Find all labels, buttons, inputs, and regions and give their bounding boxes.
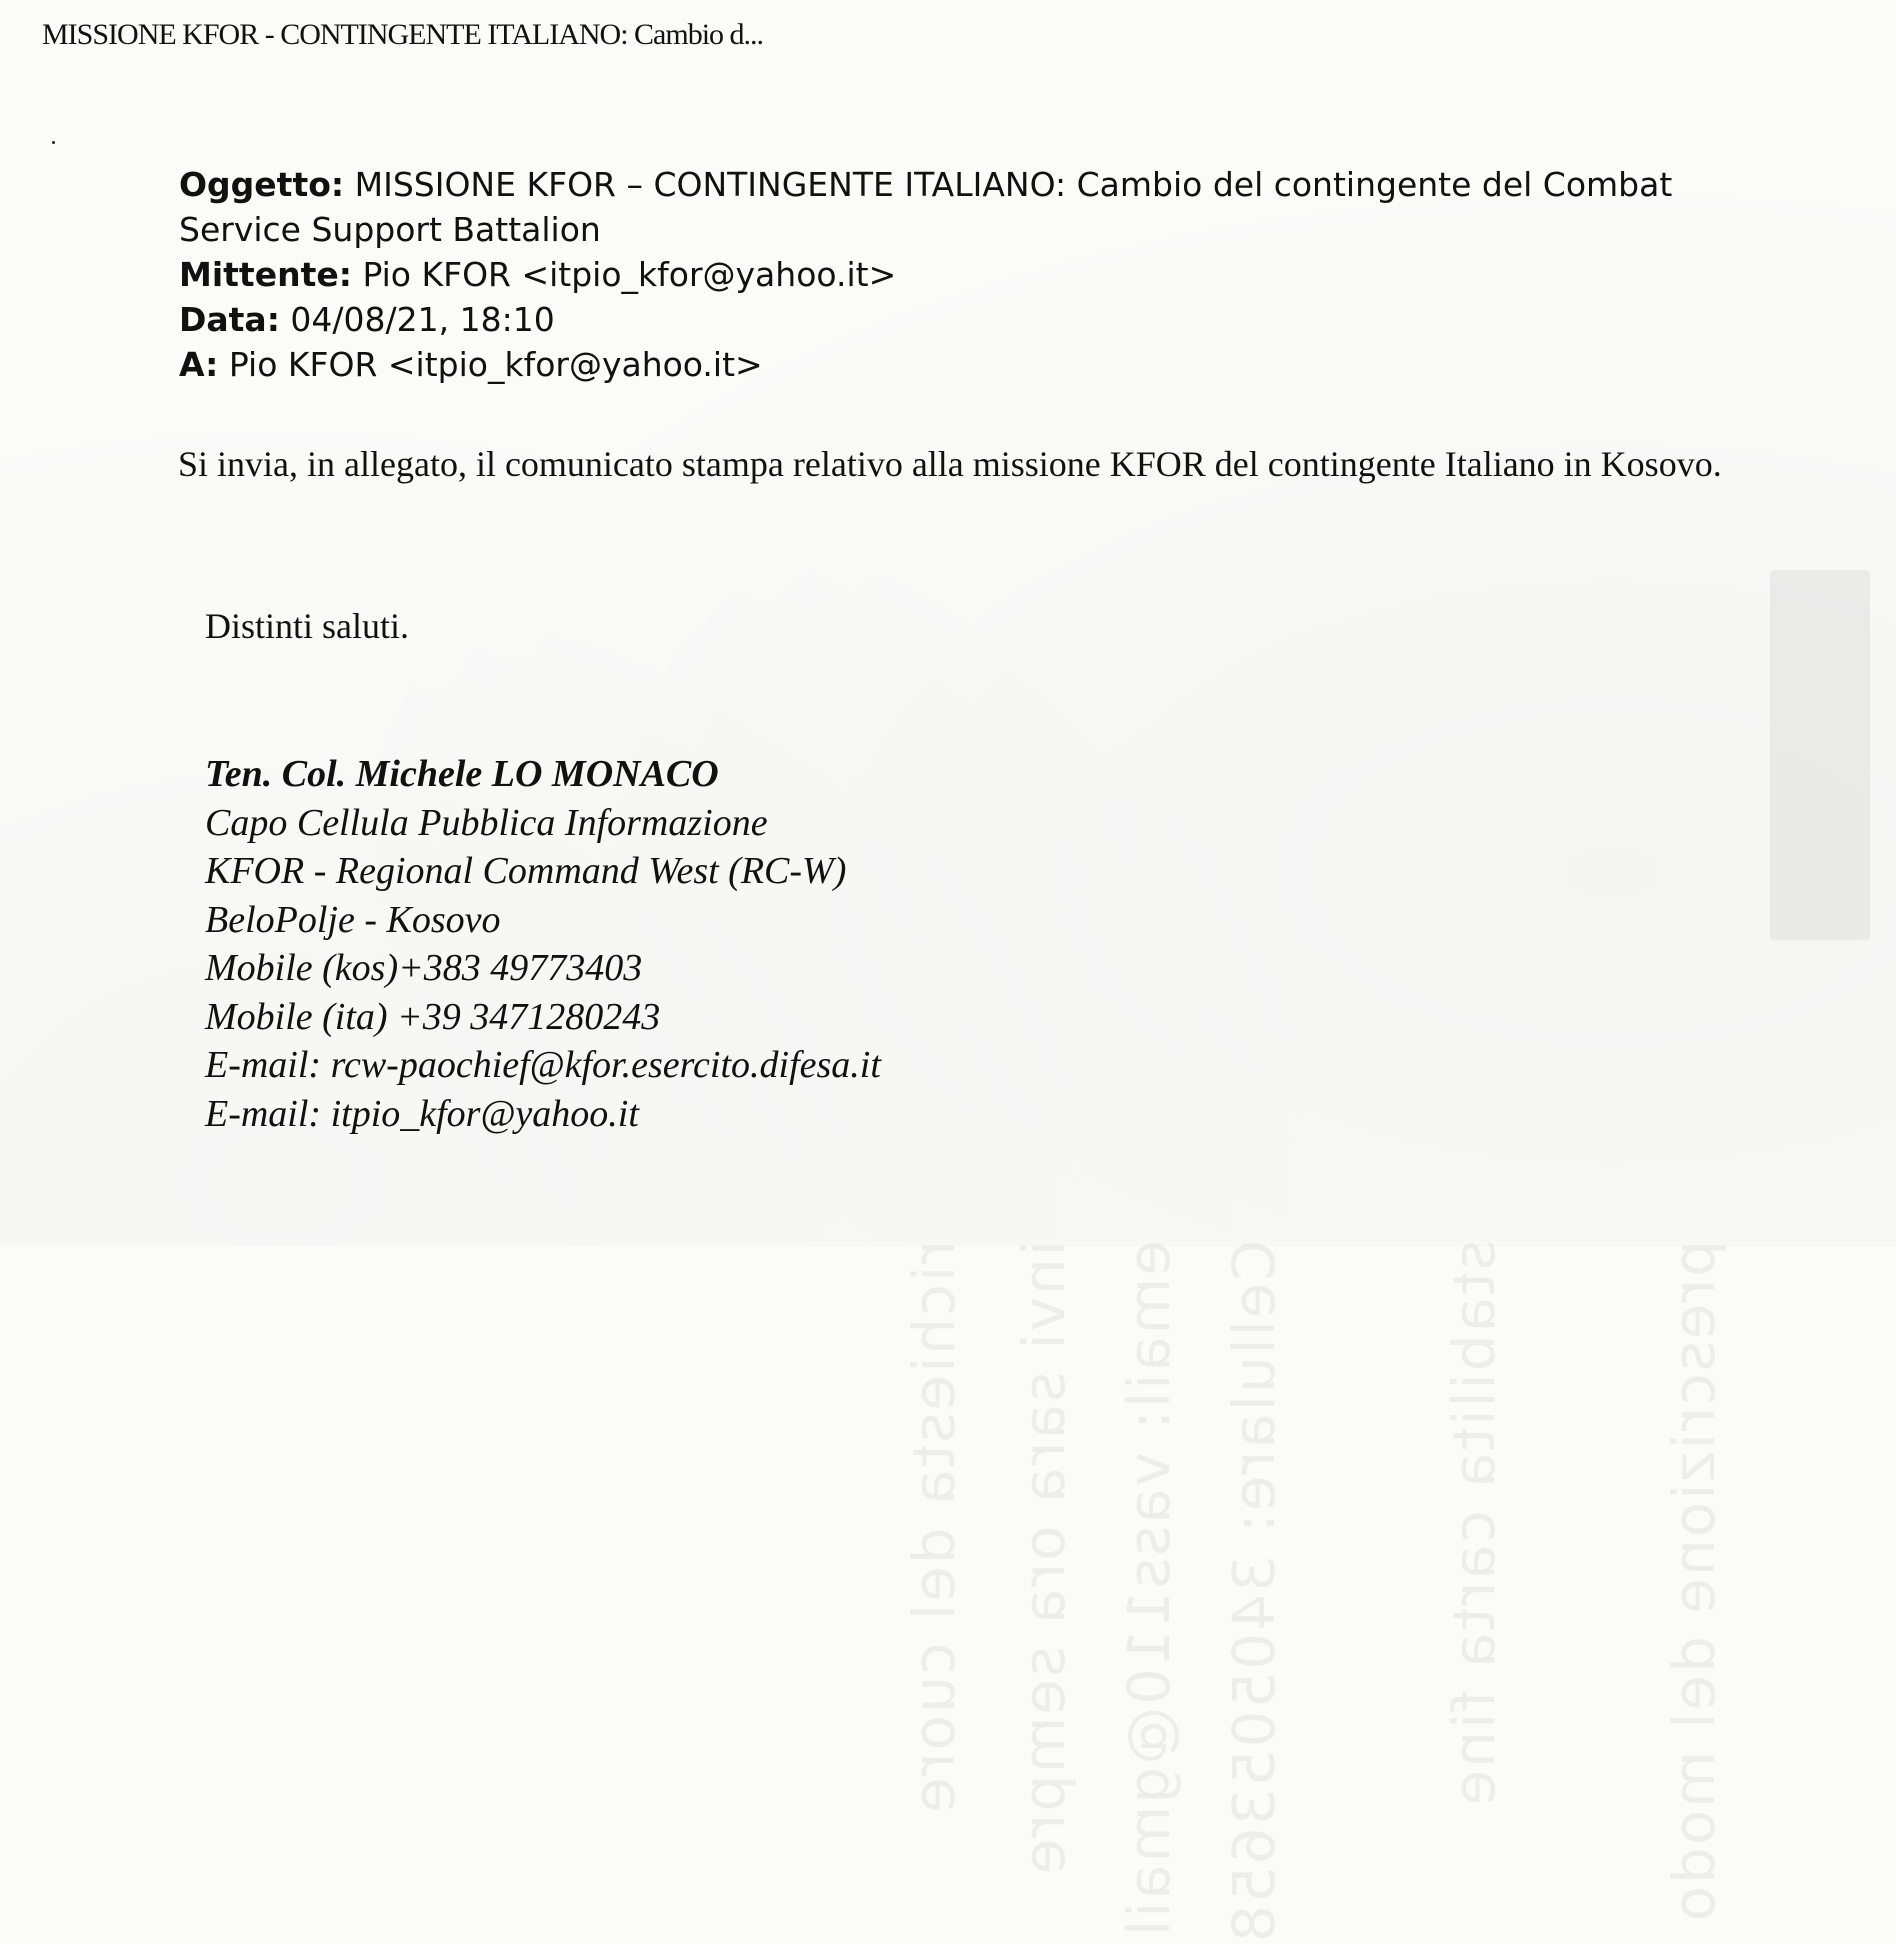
to-value: Pio KFOR <itpio_kfor@yahoo.it> [228, 345, 763, 384]
sender-row [179, 252, 1739, 297]
subject-value: MISSIONE KFOR – CONTINGENTE ITALIANO: Cambio del contingente del Combat Service Support Battalion [179, 165, 1673, 249]
signature-email-1: E-mail: rcw-paochief@kfor.esercito.difesa.it [205, 1044, 881, 1086]
message-body: Si invia, in allegato, il comunicato stampa relativo alla missione KFOR del contingente Italiano in Kosovo. [178, 444, 1722, 484]
to-row [179, 342, 1739, 387]
date-value: 04/08/21, 18:10 [290, 300, 555, 339]
print-header: MISSIONE KFOR - CONTINGENTE ITALIANO: Cambio d... [42, 18, 764, 51]
bleed-through-decoration: richiesta del cuore [900, 1240, 968, 1815]
date-label: Data: [179, 300, 280, 339]
date-row [179, 297, 1739, 342]
sender-label: Mittente: [179, 255, 352, 294]
bleed-through-decoration: stabilita carta fine [1440, 1240, 1508, 1808]
signature-location: BeloPolje - Kosovo [205, 898, 501, 941]
sender-value: Pio KFOR <itpio_kfor@yahoo.it> [362, 255, 897, 294]
bleed-through-decoration: invi sara ora sempre [1010, 1240, 1078, 1877]
signature-email-2: E-mail: itpio_kfor@yahoo.it [205, 1092, 639, 1135]
email-headers [179, 162, 1739, 387]
signature-unit: KFOR - Regional Command West (RC-W) [205, 850, 847, 892]
bleed-through-decoration: prescrizione del modo [1660, 1240, 1728, 1924]
subject-row [179, 162, 1739, 252]
signature-name: Ten. Col. Michele LO MONACO [205, 753, 719, 795]
signature-block [205, 750, 881, 1138]
to-label: A: [179, 345, 219, 384]
subject-label: Oggetto: [179, 165, 345, 204]
bleed-through-decoration: email: vass110@gmail [1115, 1240, 1183, 1939]
bleed-through-decoration [1770, 570, 1870, 940]
signature-mobile-kos: Mobile (kos)+383 49773403 [205, 947, 643, 989]
closing-greeting: Distinti saluti. [205, 606, 410, 646]
bleed-through-decoration: Cellulare: 3405053658 [1220, 1240, 1288, 1944]
signature-role: Capo Cellula Pubblica Informazione [205, 801, 768, 844]
signature-mobile-ita: Mobile (ita) +39 3471280243 [205, 995, 661, 1038]
scan-speck [52, 141, 55, 144]
